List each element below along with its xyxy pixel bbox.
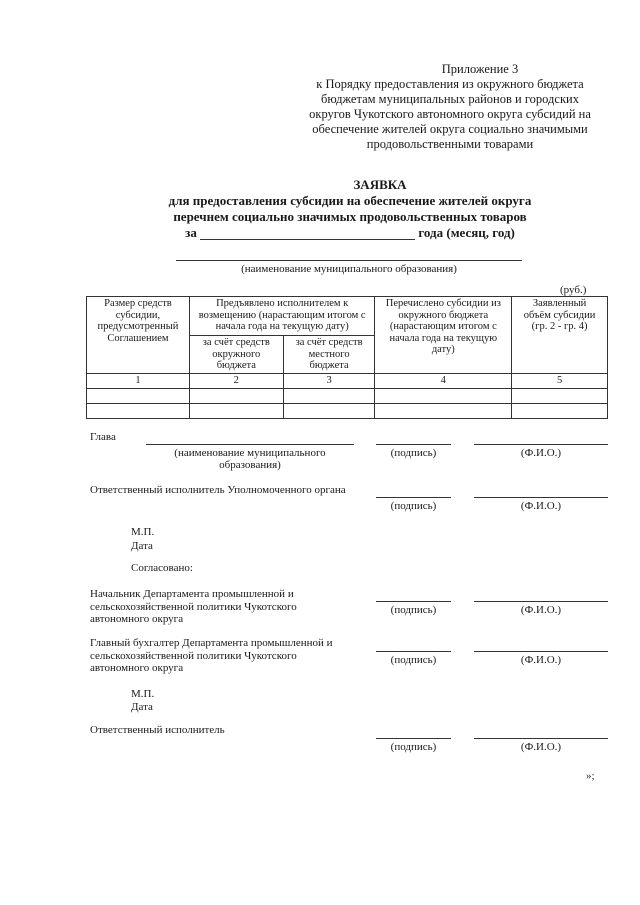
- signature-caption: (подпись): [390, 604, 437, 616]
- column-number: 4: [375, 374, 512, 389]
- table-number-row: [87, 374, 608, 389]
- table-row: [87, 388, 608, 403]
- document-subtitle-2: перечнем социально значимых продовольственных товаров: [173, 209, 527, 224]
- document-title: ЗАЯВКА: [353, 177, 407, 192]
- signature-caption: (подпись): [390, 654, 437, 666]
- annex-line: к Порядку предоставления из окружного бюджета: [316, 77, 584, 91]
- responsible-name-field[interactable]: [474, 738, 608, 739]
- table-cell[interactable]: [87, 388, 190, 403]
- table-cell[interactable]: [189, 403, 283, 418]
- column-number: 1: [87, 374, 190, 389]
- table-cell[interactable]: [375, 403, 512, 418]
- dept-head-signature-field[interactable]: [376, 601, 451, 602]
- table-cell[interactable]: [87, 403, 190, 418]
- table-cell[interactable]: [283, 403, 375, 418]
- signature-caption: (подпись): [390, 447, 437, 459]
- table-header-col2a: за счёт средств окружного бюджета: [189, 336, 283, 374]
- name-caption: (Ф.И.О.): [520, 447, 562, 459]
- date-label: Дата: [131, 701, 153, 713]
- annex-block: [300, 62, 600, 152]
- period-prefix: за: [185, 225, 197, 240]
- annex-line: округов Чукотского автономного округа субсидий на: [309, 107, 591, 121]
- table-cell[interactable]: [512, 403, 608, 418]
- column-number: 5: [512, 374, 608, 389]
- period-field[interactable]: [200, 227, 415, 240]
- head-name-field[interactable]: [474, 444, 608, 445]
- table-header-row: [87, 297, 608, 336]
- table-header-col1: Размер средств субсидии, предусмотренный Соглашением: [87, 297, 190, 374]
- table-cell[interactable]: [512, 388, 608, 403]
- table-header-col2b: за счёт средств местного бюджета: [283, 336, 375, 374]
- signature-caption: (подпись): [390, 741, 437, 753]
- annex-title: Приложение 3: [441, 62, 519, 76]
- table-cell[interactable]: [189, 388, 283, 403]
- table-header-col2-group: Предъявлено исполнителем к возмещению (нарастающим итогом с начала года на текущую дату): [189, 297, 375, 336]
- municipality-field[interactable]: [176, 260, 522, 261]
- table-header-col5: Заявленный объём субсидии (гр. 2 - гр. 4): [512, 297, 608, 374]
- responsible-authorized-signature-field[interactable]: [376, 497, 451, 498]
- annex-line: бюджетам муниципальных районов и городских: [321, 92, 579, 106]
- signature-caption: (подпись): [390, 500, 437, 512]
- chief-accountant-signature-field[interactable]: [376, 651, 451, 652]
- annex-line: обеспечение жителей округа социально значимыми: [312, 122, 588, 136]
- head-label: Глава: [90, 431, 116, 443]
- table-cell[interactable]: [375, 388, 512, 403]
- end-mark: »;: [586, 770, 595, 782]
- table-row: [87, 403, 608, 418]
- name-caption: (Ф.И.О.): [520, 500, 562, 512]
- agreed-label: Согласовано:: [131, 562, 193, 574]
- name-caption: (Ф.И.О.): [520, 654, 562, 666]
- column-number: 2: [189, 374, 283, 389]
- column-number: 3: [283, 374, 375, 389]
- head-signature-field[interactable]: [376, 444, 451, 445]
- chief-accountant-label: Главный бухгалтер Департамента промышленной и сельскохозяйственной политики Чукотского автономного округа: [90, 637, 333, 674]
- table-header-col4: Перечислено субсидии из окружного бюджета (нарастающим итогом с начала года на текущую дату): [375, 297, 512, 374]
- chief-accountant-name-field[interactable]: [474, 651, 608, 652]
- date-label: Дата: [131, 540, 153, 552]
- table-cell[interactable]: [283, 388, 375, 403]
- annex-line: продовольственными товарами: [366, 137, 534, 151]
- period-suffix: года (месяц, год): [418, 225, 515, 240]
- request-table: [86, 296, 608, 419]
- dept-head-name-field[interactable]: [474, 601, 608, 602]
- responsible-label: Ответственный исполнитель: [90, 724, 225, 736]
- dept-head-label: Начальник Департамента промышленной и сельскохозяйственной политики Чукотского автономного округа: [90, 588, 297, 625]
- responsible-authorized-label: Ответственный исполнитель Уполномоченного органа: [90, 484, 346, 496]
- name-caption: (Ф.И.О.): [520, 741, 562, 753]
- period-line: [90, 225, 610, 240]
- responsible-signature-field[interactable]: [376, 738, 451, 739]
- responsible-authorized-name-field[interactable]: [474, 497, 608, 498]
- head-municipality-caption: (наименование муниципального образования): [174, 447, 326, 471]
- stamp-label: М.П.: [131, 526, 155, 538]
- stamp-label: М.П.: [131, 688, 155, 700]
- currency-note: (руб.): [560, 284, 587, 296]
- municipality-caption: (наименование муниципального образования): [241, 263, 457, 275]
- document-subtitle-1: для предоставления субсидии на обеспечение жителей округа: [168, 193, 532, 208]
- name-caption: (Ф.И.О.): [520, 604, 562, 616]
- head-municipality-field[interactable]: [146, 444, 354, 445]
